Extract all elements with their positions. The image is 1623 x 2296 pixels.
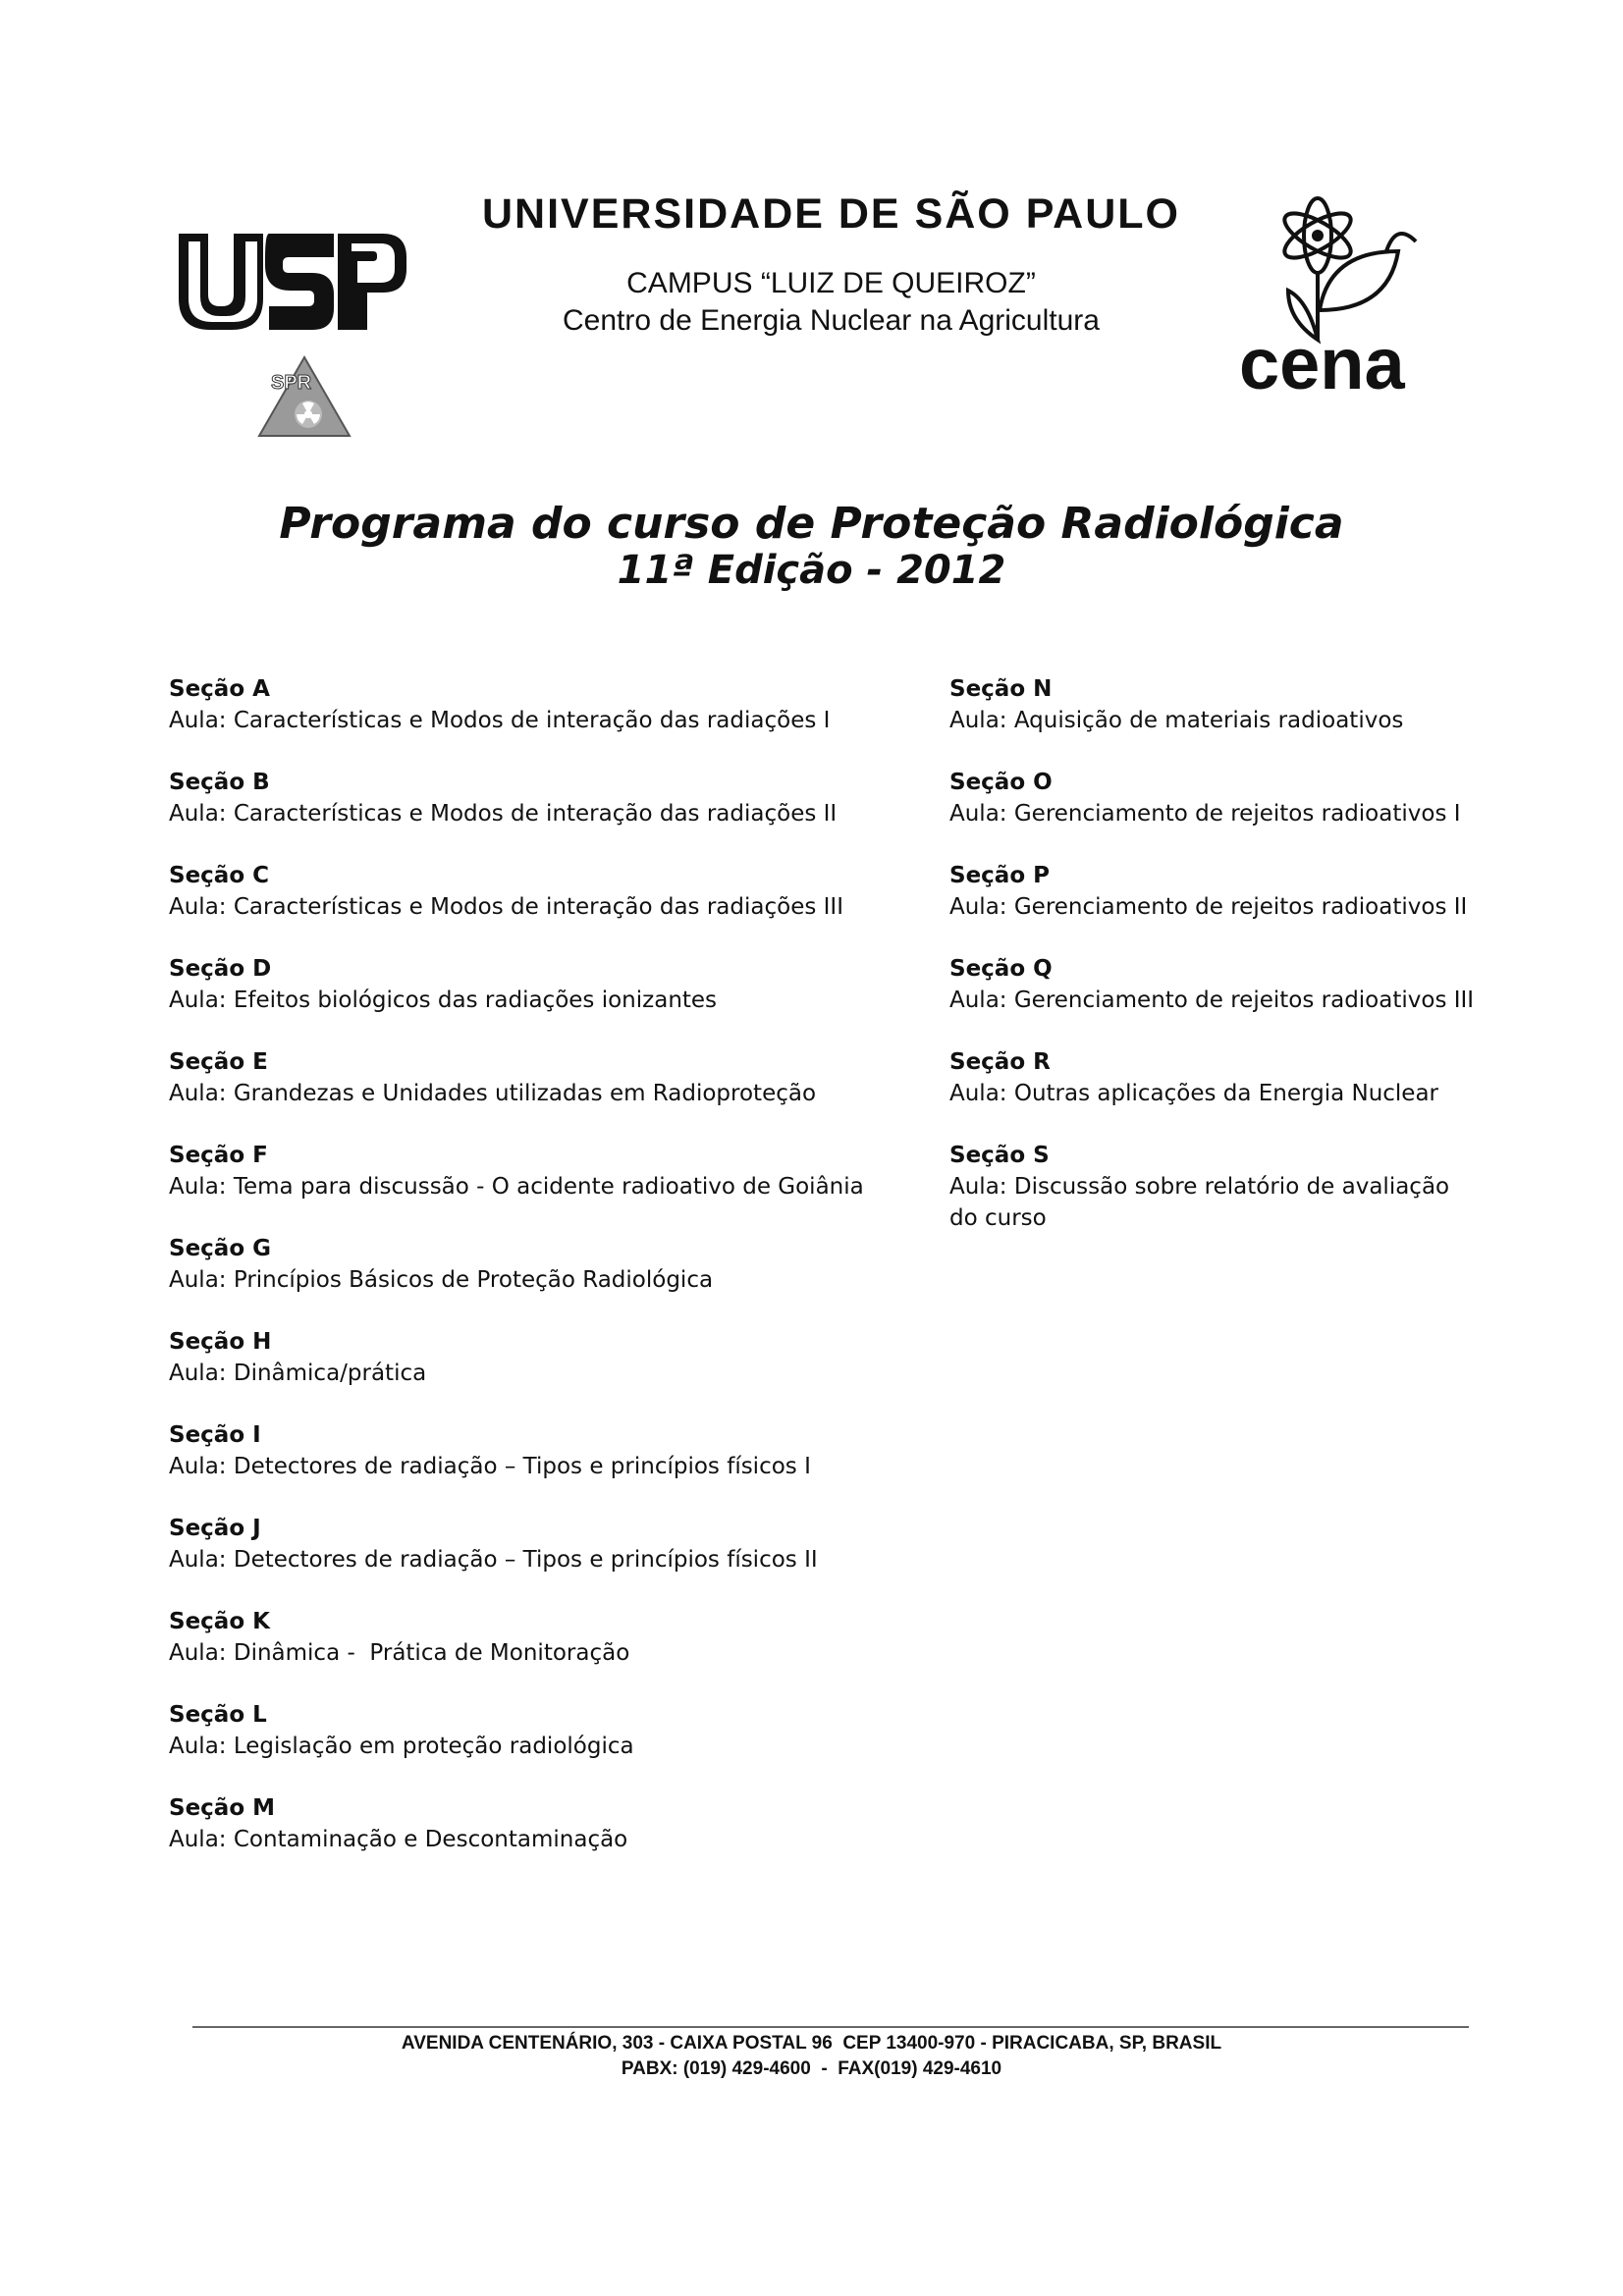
section-aula: Aula: Características e Modos de interação das radiações II <box>169 801 838 827</box>
section-name: Seção D <box>169 956 272 982</box>
section-aula: Aula: Tema para discussão - O acidente radioativo de Goiânia <box>169 1174 864 1200</box>
section-aula: Aula: Características e Modos de interação das radiações III <box>169 894 843 920</box>
section-o <box>949 767 1480 829</box>
section-aula: Aula: Gerenciamento de rejeitos radioativos I <box>949 801 1461 827</box>
section-c <box>169 860 915 923</box>
section-aula: Aula: Dinâmica/prática <box>169 1361 427 1386</box>
section-aula: Aula: Detectores de radiação – Tipos e princípios físicos I <box>169 1454 811 1479</box>
section-name: Seção B <box>169 770 270 795</box>
section-name: Seção E <box>169 1049 268 1075</box>
section-name: Seção R <box>949 1049 1051 1075</box>
section-name: Seção A <box>169 676 270 702</box>
program-title: Programa do curso de Proteção Radiológica <box>279 499 1344 549</box>
section-name: Seção K <box>169 1609 270 1634</box>
section-e <box>169 1046 915 1109</box>
section-aula: Aula: Legislação em proteção radiológica <box>169 1734 634 1759</box>
section-name: Seção I <box>169 1422 261 1448</box>
section-s <box>949 1140 1480 1234</box>
university-title: UNIVERSIDADE DE SÃO PAULO <box>482 190 1180 238</box>
sections-right-column <box>949 673 1480 1264</box>
section-d <box>169 953 915 1016</box>
section-i <box>169 1419 915 1482</box>
section-name: Seção F <box>169 1143 268 1168</box>
section-f <box>169 1140 915 1202</box>
section-name: Seção C <box>169 863 270 888</box>
section-aula: Aula: Efeitos biológicos das radiações ionizantes <box>169 988 718 1013</box>
section-h <box>169 1326 915 1389</box>
section-name: Seção J <box>169 1516 261 1541</box>
section-l <box>169 1699 915 1762</box>
section-name: Seção M <box>169 1795 276 1821</box>
section-k <box>169 1606 915 1669</box>
campus-name: CAMPUS “LUIZ DE QUEIROZ” <box>626 267 1036 299</box>
svg-text:SPR: SPR <box>271 372 312 394</box>
section-name: Seção H <box>169 1329 272 1355</box>
section-q <box>949 953 1480 1016</box>
footer-phone: PABX: (019) 429-4600 - FAX(019) 429-4610 <box>621 2058 1002 2079</box>
section-a <box>169 673 915 736</box>
section-g <box>169 1233 915 1296</box>
section-aula: Aula: Detectores de radiação – Tipos e princípios físicos II <box>169 1547 818 1573</box>
cena-logo-text: cena <box>1239 323 1405 399</box>
footer-divider <box>192 2026 1469 2028</box>
section-name: Seção G <box>169 1236 272 1261</box>
section-aula: Aula: Características e Modos de interação das radiações I <box>169 708 831 733</box>
section-b <box>169 767 915 829</box>
program-subtitle: 11ª Edição - 2012 <box>617 548 1006 593</box>
sections-left-column <box>169 673 915 1886</box>
section-name: Seção Q <box>949 956 1053 982</box>
section-aula: Aula: Contaminação e Descontaminação <box>169 1827 628 1852</box>
section-n <box>949 673 1480 736</box>
section-p <box>949 860 1480 923</box>
section-r <box>949 1046 1480 1109</box>
center-name: Centro de Energia Nuclear na Agricultura <box>563 304 1100 337</box>
section-aula: Aula: Outras aplicações da Energia Nuclear <box>949 1081 1439 1106</box>
section-j <box>169 1513 915 1575</box>
spr-logo <box>257 355 352 438</box>
section-aula: Aula: Dinâmica - Prática de Monitoração <box>169 1640 630 1666</box>
section-aula: Aula: Gerenciamento de rejeitos radioativos III <box>949 988 1475 1013</box>
section-m <box>169 1792 915 1855</box>
section-aula: Aula: Grandezas e Unidades utilizadas em Radioproteção <box>169 1081 817 1106</box>
section-name: Seção L <box>169 1702 267 1728</box>
section-name: Seção N <box>949 676 1053 702</box>
section-aula: Aula: Discussão sobre relatório de avaliação do curso <box>949 1174 1450 1231</box>
section-aula: Aula: Aquisição de materiais radioativos <box>949 708 1404 733</box>
section-aula: Aula: Princípios Básicos de Proteção Radiológica <box>169 1267 714 1293</box>
footer-address: AVENIDA CENTENÁRIO, 303 - CAIXA POSTAL 96 CEP 13400-970 - PIRACICABA, SP, BRASIL <box>401 2033 1222 2054</box>
section-name: Seção P <box>949 863 1050 888</box>
section-name: Seção O <box>949 770 1053 795</box>
section-name: Seção S <box>949 1143 1050 1168</box>
section-aula: Aula: Gerenciamento de rejeitos radioativos II <box>949 894 1468 920</box>
